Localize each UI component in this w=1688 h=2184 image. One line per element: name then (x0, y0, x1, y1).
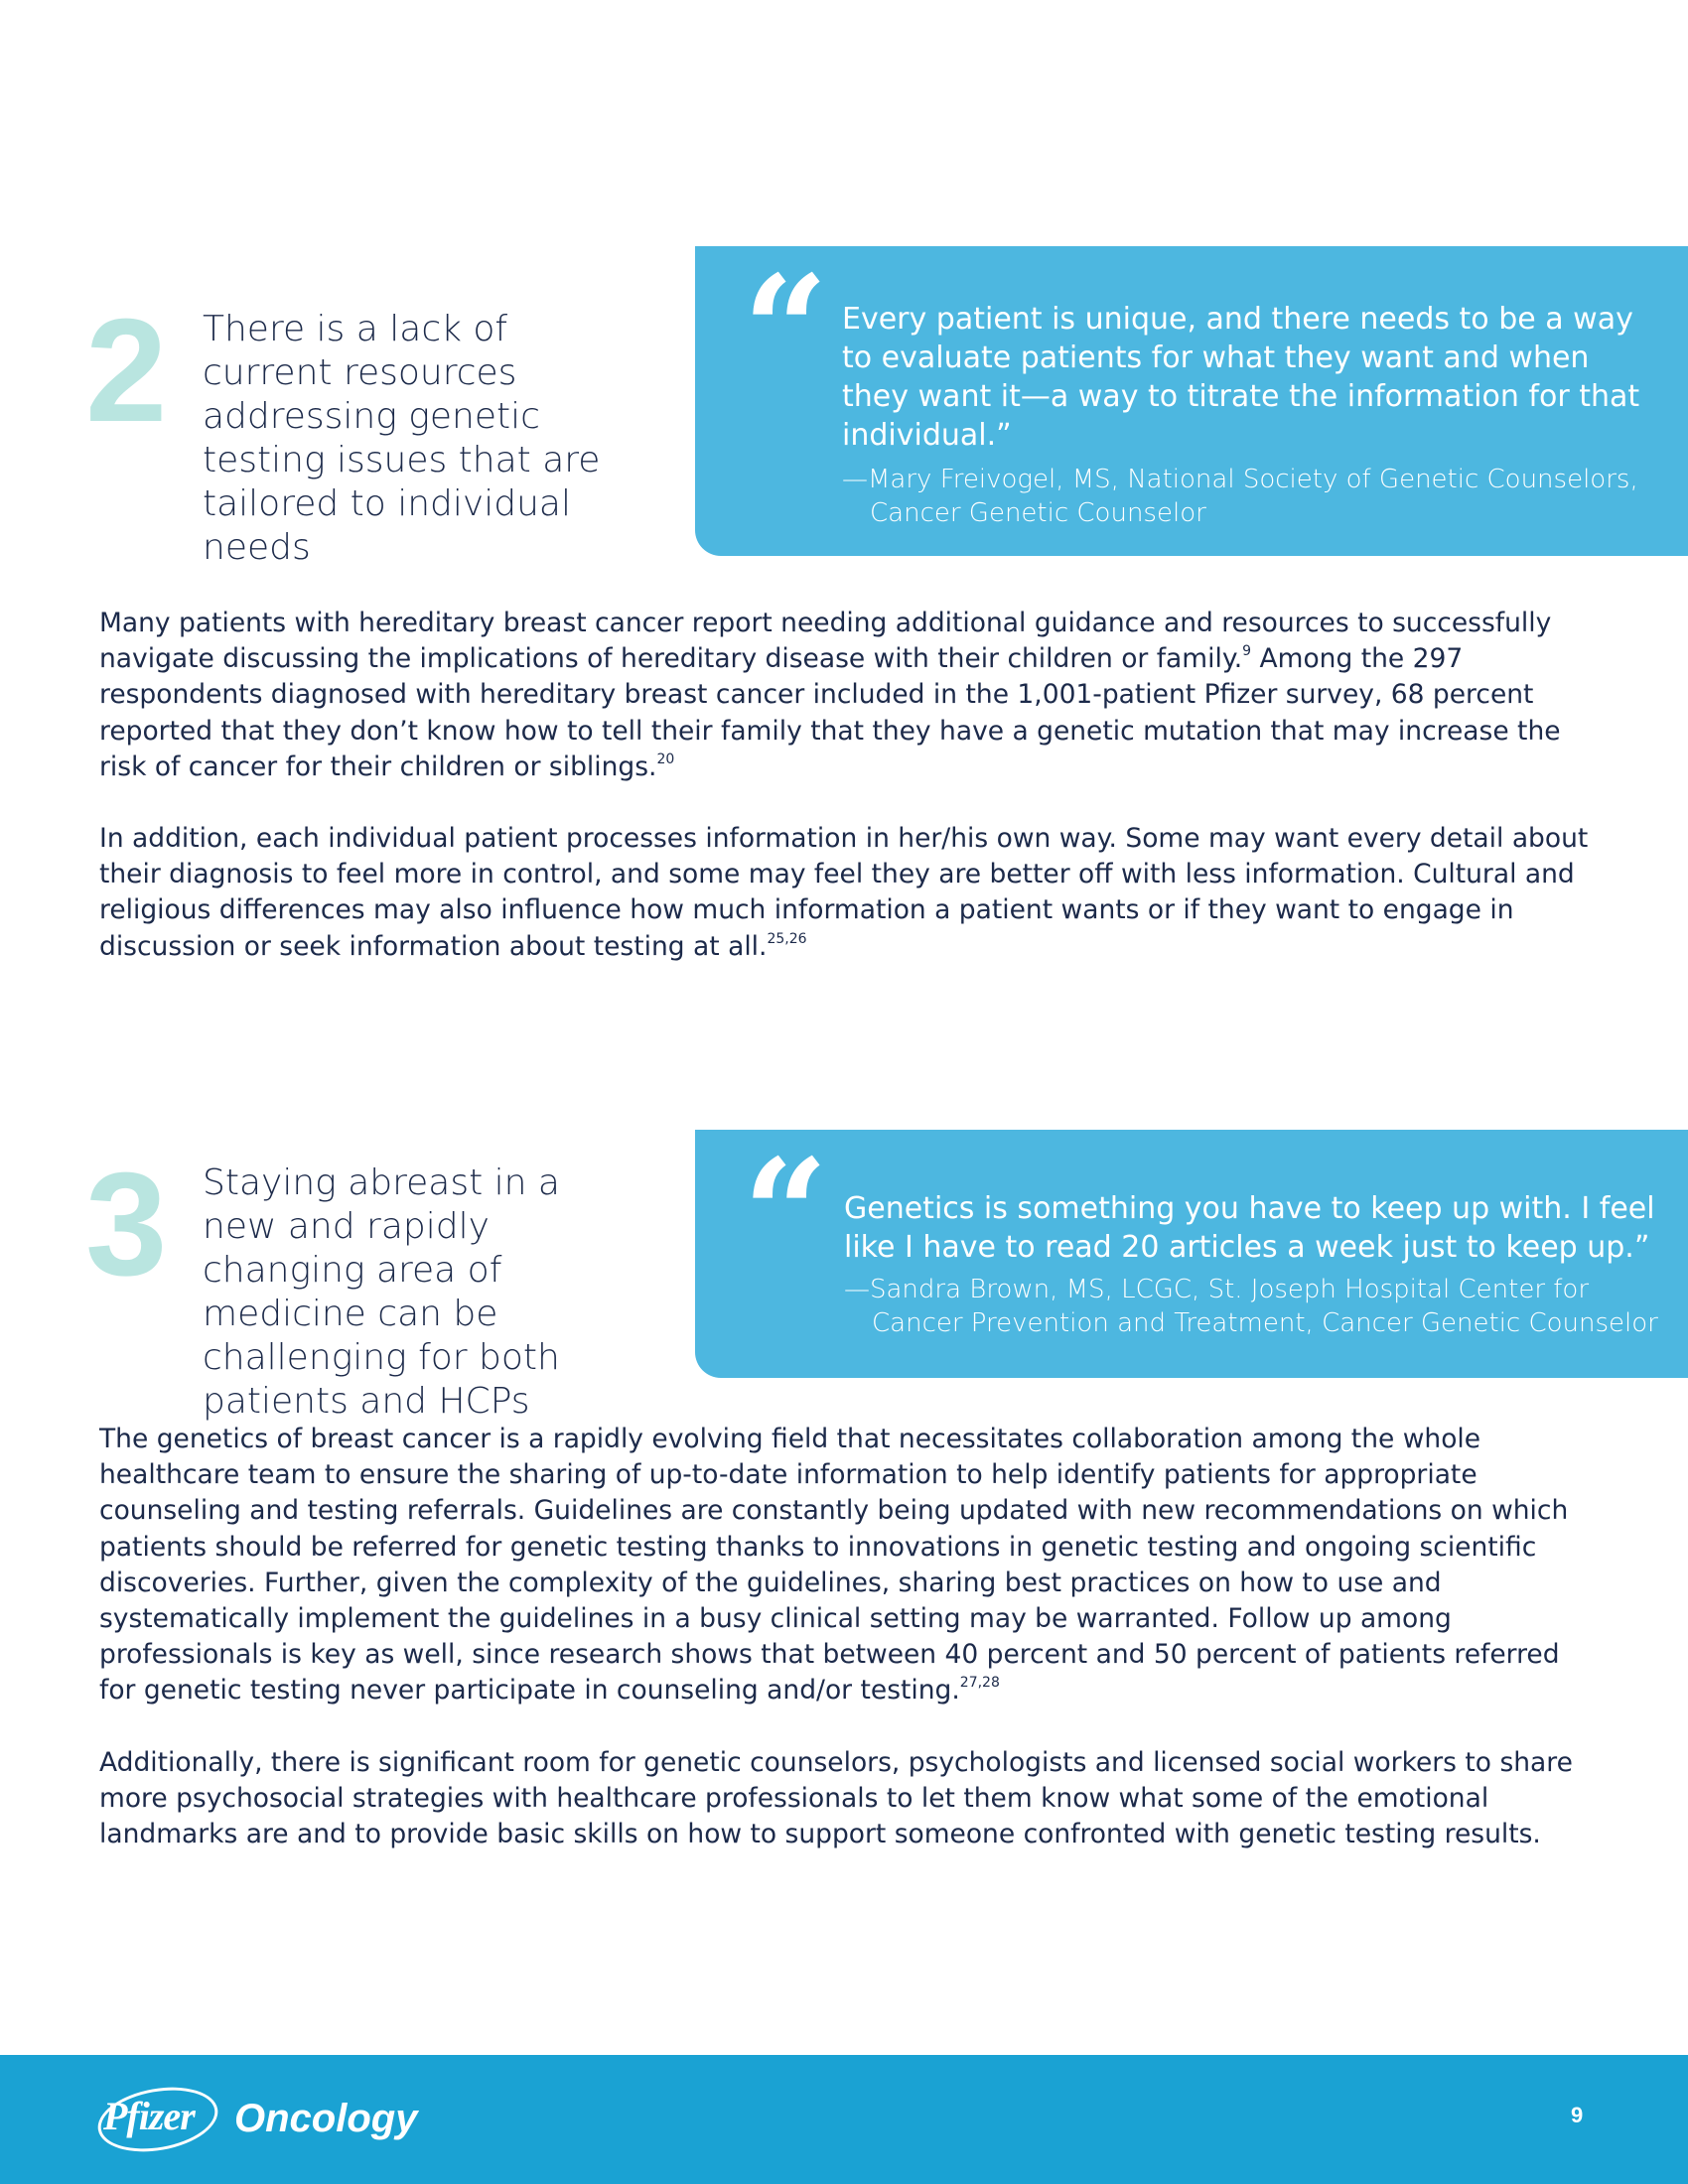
page-number: 9 (1571, 2103, 1584, 2127)
quote-box (695, 243, 1688, 556)
quote-mark-icon: “ (743, 1127, 829, 1301)
section-number: 2 (85, 289, 168, 453)
paragraph-text: The genetics of breast cancer is a rapidly evolving field that necessitates collaboration among the whole healthcare team to ensure the sharing of up-to-date information to help identify patients for appropriate counseling and testing referrals. Guidelines are constantly being updated with new recommendations on which patients should be referred for genetic testing thanks to innovations in genetic testing and ongoing scientific discoveries. Further, given the complexity of the guidelines, sharing best practices on how to use and systematically implement the guidelines in a busy clinical setting may be warranted. Follow up among professionals is key as well, since research shows that between 40 percent and 50 percent of patients referred for genetic testing never participate in counseling and/or testing. (99, 1424, 1569, 1706)
body-paragraph (99, 821, 1589, 965)
quote-attribution-line: —Mary Freivogel, MS, National Society of Genetic Counselors, (842, 465, 1638, 494)
section-heading: There is a lack of current resources addressing genetic testing issues that are tailored to individual needs (203, 309, 601, 568)
quote-box (695, 1127, 1688, 1378)
body-paragraph (99, 606, 1589, 785)
paragraph-text: Many patients with hereditary breast cancer report needing additional guidance and resources to successfully navigate discussing the implications of hereditary disease with their children or family. (99, 608, 1552, 675)
reference-superscript: 20 (656, 751, 675, 767)
quote-attribution (842, 463, 1686, 530)
quote-attribution (844, 1273, 1688, 1340)
body-paragraph (99, 1745, 1589, 1853)
quote-mark-icon: “ (743, 243, 829, 418)
quote-attribution-line: Cancer Prevention and Treatment, Cancer Genetic Counselor (872, 1308, 1658, 1338)
paragraph-text: Among the 297 respondents diagnosed with hereditary breast cancer included in the 1,001-patient Pfizer survey, 68 percent reported that they don’t know how to tell their family that they have a genetic mutation that may increase the risk of cancer for their children or siblings. (99, 643, 1561, 782)
quote-attribution-line: —Sandra Brown, MS, LCGC, St. Joseph Hospital Center for (844, 1275, 1590, 1304)
reference-superscript: 25,26 (767, 930, 807, 947)
reference-superscript: 27,28 (959, 1675, 1000, 1692)
section-number: 3 (85, 1143, 168, 1306)
footer-bar (0, 2055, 1688, 2184)
reference-superscript: 9 (1242, 643, 1252, 660)
quote-text: Every patient is unique, and there needs to be a way to evaluate patients for what they want and when they want it—a way to titrate the information for that individual.” (842, 302, 1640, 453)
quote-text: Genetics is something you have to keep up with. I feel like I have to read 20 articles a week just to keep up.” (844, 1191, 1655, 1265)
oncology-wordmark: Oncology (234, 2097, 418, 2140)
body-paragraph (99, 1422, 1589, 1709)
quote-attribution-line: Cancer Genetic Counselor (870, 498, 1206, 528)
paragraph-text: In addition, each individual patient processes information in her/his own way. Some may want every detail about their diagnosis to feel more in control, and some may feel they are better off with less information. Cultural and religious differences may also influence how much information a patient wants or if they want to engage in discussion or seek information about testing at all. (99, 823, 1589, 962)
pfizer-logo: Pfizer (103, 2094, 195, 2138)
section-heading: Staying abreast in a new and rapidly changing area of medicine can be challenging for both patients and HCPs (203, 1162, 560, 1422)
paragraph-text: Additionally, there is significant room for genetic counselors, psychologists and licensed social workers to share more psychosocial strategies with healthcare professionals to let them know what some of the emotional landmarks are and to provide basic skills on how to support someone confronted with genetic testing results. (99, 1747, 1573, 1850)
